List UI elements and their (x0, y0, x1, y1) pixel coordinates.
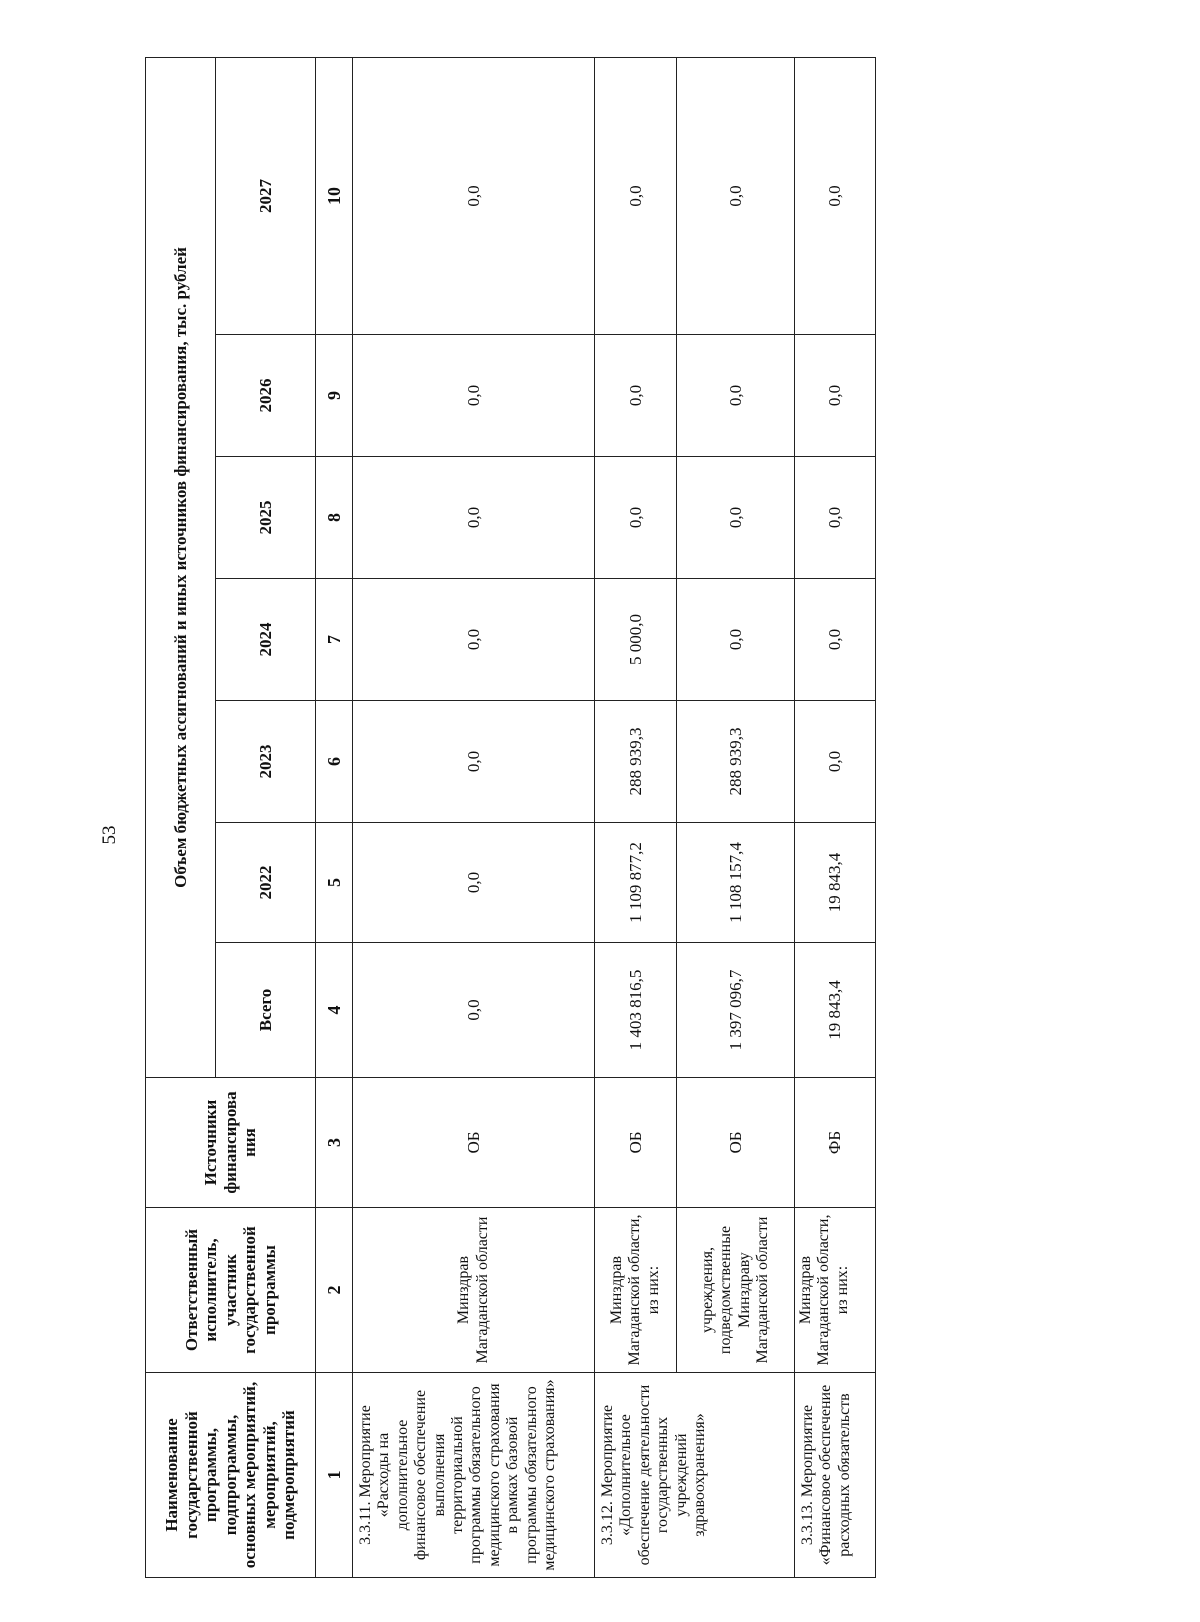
table-row (795, 57, 876, 1577)
value-2023: 0,0 (353, 701, 595, 823)
column-number: 1 (316, 1373, 353, 1578)
rotated-table-wrapper (145, 58, 875, 1578)
table-row (353, 57, 595, 1577)
value-2025: 0,0 (353, 457, 595, 579)
value-2025: 0,0 (595, 457, 677, 579)
table-row (677, 57, 795, 1577)
column-number: 3 (316, 1078, 353, 1208)
value-total: 0,0 (353, 943, 595, 1078)
value-2026: 0,0 (353, 335, 595, 457)
funding-source: ОБ (595, 1078, 677, 1208)
header-col-name: Наименование государственной программы, подпрограммы, основных мероприятий, мероприятий, подмероприятий (146, 1373, 316, 1578)
header-row-group (146, 57, 216, 1577)
value-2027: 0,0 (353, 57, 595, 334)
column-number: 10 (316, 57, 353, 334)
column-number: 2 (316, 1208, 353, 1373)
value-total: 1 403 816,5 (595, 943, 677, 1078)
value-total: 19 843,4 (795, 943, 876, 1078)
column-number: 6 (316, 701, 353, 823)
column-number: 9 (316, 335, 353, 457)
value-2022: 19 843,4 (795, 823, 876, 943)
value-2025: 0,0 (795, 457, 876, 579)
value-2027: 0,0 (595, 57, 677, 334)
header-year: 2026 (216, 335, 316, 457)
header-col-executor: Ответственный исполнитель, участник государственной программы (146, 1208, 316, 1373)
funding-source: ОБ (353, 1078, 595, 1208)
value-2024: 0,0 (795, 579, 876, 701)
column-number: 5 (316, 823, 353, 943)
value-2024: 5 000,0 (595, 579, 677, 701)
page-number: 53 (99, 825, 120, 845)
value-2027: 0,0 (677, 57, 795, 334)
value-total: 1 397 096,7 (677, 943, 795, 1078)
value-2027: 0,0 (795, 57, 876, 334)
header-year: 2027 (216, 57, 316, 334)
column-number: 4 (316, 943, 353, 1078)
value-2023: 0,0 (795, 701, 876, 823)
value-2023: 288 939,3 (595, 701, 677, 823)
executor: Минздрав Магаданской области, из них: (795, 1208, 876, 1373)
measure-name: 3.3.11. Мероприятие «Расходы на дополнительное финансовое обеспечение выполнения территориальной программы обязательного медицинского страхования в рамках базовой программы обязательного медицинского страхования» (353, 1373, 595, 1578)
value-2022: 0,0 (353, 823, 595, 943)
column-number-row (316, 57, 353, 1577)
table-row (595, 57, 677, 1577)
header-funding-group: Объем бюджетных ассигнований и иных источников финансирования, тыс. рублей (146, 57, 216, 1077)
value-2024: 0,0 (677, 579, 795, 701)
executor: учреждения, подведомственные Минздраву Магаданской области (677, 1208, 795, 1373)
header-year: 2023 (216, 701, 316, 823)
header-col-source: Источники финансирова ния (146, 1078, 316, 1208)
value-2026: 0,0 (595, 335, 677, 457)
column-number: 7 (316, 579, 353, 701)
value-2022: 1 109 877,2 (595, 823, 677, 943)
value-2026: 0,0 (677, 335, 795, 457)
value-2026: 0,0 (795, 335, 876, 457)
measure-name: 3.3.13. Мероприятие «Финансовое обеспечение расходных обязательств (795, 1373, 876, 1578)
funding-source: ОБ (677, 1078, 795, 1208)
funding-source: ФБ (795, 1078, 876, 1208)
financing-table (145, 57, 876, 1578)
header-year: Всего (216, 943, 316, 1078)
value-2023: 288 939,3 (677, 701, 795, 823)
executor: Минздрав Магаданской области, из них: (595, 1208, 677, 1373)
value-2022: 1 108 157,4 (677, 823, 795, 943)
executor: Минздрав Магаданской области (353, 1208, 595, 1373)
column-number: 8 (316, 457, 353, 579)
measure-name: 3.3.12. Мероприятие «Дополнительное обеспечение деятельности государственных учреждений здравоохранения» (595, 1373, 795, 1578)
value-2024: 0,0 (353, 579, 595, 701)
header-year: 2025 (216, 457, 316, 579)
value-2025: 0,0 (677, 457, 795, 579)
header-year: 2022 (216, 823, 316, 943)
header-year: 2024 (216, 579, 316, 701)
